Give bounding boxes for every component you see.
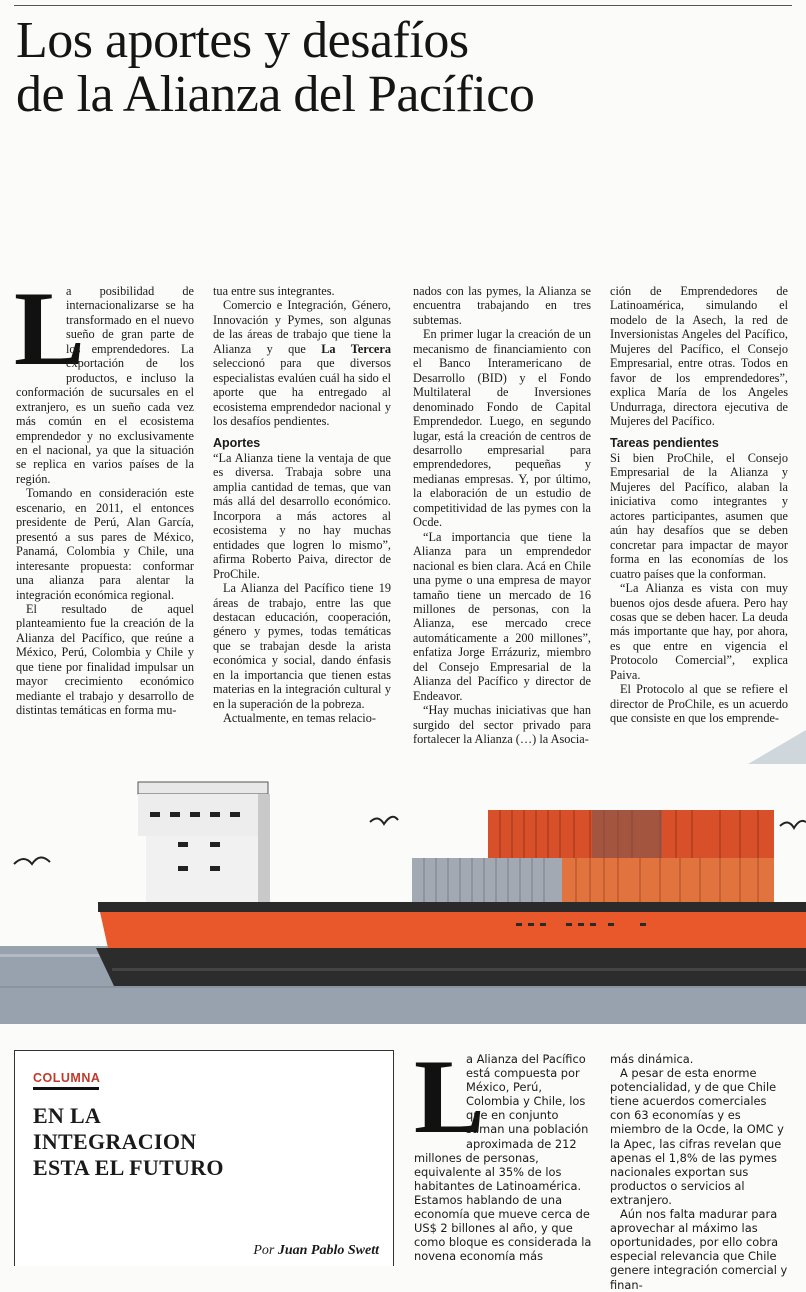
column-label: COLUMNA — [33, 1071, 101, 1085]
column-label-rule — [33, 1087, 99, 1090]
paragraph: Aún nos falta madurar para aprovechar al máximo las oportunidades, por ello cobra especial relevancia que Chile genere integración comercial y finan- — [610, 1207, 788, 1292]
article-column-1 — [14, 270, 194, 718]
drop-cap: L — [414, 1038, 485, 1155]
paragraph — [213, 298, 391, 428]
paragraph: Si bien ProChile, el Consejo Empresarial de la Alianza y Mujeres del Pacífico, alaban la iniciativa como integrantes y actores participantes, asumen que aún hay desafíos que se deben concretar para impactar de mayor forma en las economías de los cuatro países que la conforman. — [610, 451, 788, 581]
paragraph: “La importancia que tiene la Alianza para un emprendedor nacional es bien clara. Acá en Chile una pyme o una empresa de mayor tamaño tiene un mercado de 16 millones de personas, con la Alianza, ese mercado crece automáticamente a 200 millones”, enfatiza Jorge Errázuriz, miembro del Consejo Empresarial de la Alianza del Pacífico y director de Endeavor. — [413, 529, 591, 703]
paragraph-text: seleccionó para que diversos especialistas evalúen cuál ha sido el aporte que ha entregado al ecosistema emprendedor nacional y los desafíos pendientes. — [213, 356, 391, 429]
paragraph: En primer lugar la creación de un mecanismo de financiamiento con el Banco Interamericano de Desarrollo (BID) y el Fondo Multilateral de Inversiones denominado Fondo de Capital Emprendedor. Luego, en segundo lugar, está la creación de centros de desarrollo empresarial para emprendedores, pequeñas y medianas empresas. Y, por último, la elaboración de un estudio de competitividad de las pymes con la Ocde. — [413, 327, 591, 530]
paragraph: “La Alianza es vista con muy buenos ojos desde afuera. Pero hay cosas que se deben hacer. La deuda más importante que hay, por ahora, es que entre en vigencia el Protocolo Comercial”, explica Paiva. — [610, 581, 788, 682]
article-column-3 — [413, 284, 591, 747]
column-title-line: EN LA — [33, 1103, 102, 1128]
byline-author: Juan Pablo Swett — [277, 1243, 379, 1258]
paragraph: ción de Emprendedores de Latinoamérica, simulando el modelo de la Asech, la red de Inversionistas Angeles del Pacífico, Mujeres del Pacífico, el Consejo Empresarial, entre otras. Todos en favor de los emprendedores”, explica María de los Angeles Undurraga, directora ejecutiva de Mujeres del Pacífico. — [610, 284, 788, 429]
paragraph: Actualmente, en temas relacio- — [223, 711, 376, 726]
paragraph: a Alianza del Pacífico está compuesta por México, Perú, Colombia y Chile, los que en conjunto suman una población aproximada de 212 millones de personas, equivalente al 35% de los habitantes de Latinoamérica. Estamos hablando de una economía que mueve cerca de US$ 2 billones al año, y que como bloque es considerada la novena economía más — [414, 1052, 592, 1264]
newspaper-name: La Tercera — [321, 341, 391, 356]
headline-line-2: de la Alianza del Pacífico — [16, 66, 535, 123]
subhead-tareas-pendientes: Tareas pendientes — [610, 435, 719, 450]
byline-prefix: Por — [253, 1243, 275, 1258]
drop-cap: L — [14, 270, 85, 387]
paragraph: Tomando en consideración este escenario, en 2011, el entonces presidente de Perú, Alan García, presentó a sus pares de México, Panamá, Colombia y Chile, una interesante propuesta: conformar una alianza para alentar la integración económica regional. — [16, 486, 194, 602]
paragraph: El resultado de aquel planteamiento fue la creación de la Alianza del Pacífico, que reúne a México, Perú, Colombia y Chile y que tiene por finalidad impulsar un mayor crecimiento económico mediante el trabajo y desarrollo de distintas temáticas en forma mu- — [16, 601, 194, 718]
container-orange — [562, 858, 774, 906]
headline-line-1: Los aportes y desafíos — [16, 12, 469, 69]
column-box — [14, 1050, 394, 1266]
hull-lower — [96, 948, 806, 986]
paragraph: a posibilidad de internacionalizarse se ha transformado en el nuevo sueño de gran parte de los emprendedores. La exportación de los productos, e incluso la conformación de sucursales en el extranjero, es un sueño cada vez más común en el ecosistema emprendedor y no exclusivamente en el nacional, ya que la situación se replica en varios países de la región. — [16, 284, 194, 486]
column-title-line: ESTA EL FUTURO — [33, 1155, 224, 1180]
distant-ship — [748, 730, 806, 764]
paragraph: El Protocolo al que se refiere el director de ProChile, es un acuerdo que consiste en que los emprende- — [610, 682, 788, 726]
paragraph: nados con las pymes, la Alianza se encuentra trabajando en tres subtemas. — [413, 284, 591, 327]
byline — [253, 1243, 379, 1259]
column-text-1 — [414, 1038, 592, 1266]
bridge-shade — [258, 794, 270, 904]
cargo-ship-illustration — [0, 724, 806, 1024]
paragraph: “Hay muchas iniciativas que han surgido del sector privado para fortalecer la Alianza (…) la Asocia- — [413, 703, 591, 747]
column-text-2 — [610, 1052, 788, 1292]
column-title-line: INTEGRACION — [33, 1129, 197, 1154]
bird-icon — [370, 817, 398, 824]
paragraph-text: Comercio e Integración, Género, Innovación y Pymes, son algunas de las áreas de trabajo que tiene la Alianza y que — [213, 298, 391, 356]
top-rule — [14, 5, 792, 6]
article-column-4 — [610, 284, 788, 726]
article-column-2 — [213, 284, 391, 726]
headline — [16, 14, 796, 122]
column-title — [33, 1103, 224, 1181]
paragraph: “La Alianza tiene la ventaja de que es diversa. Trabaja sobre una amplia cantidad de temas, que van más allá del desarrollo económico. Incorpora a más actores al ecosistema y no hay muchas entidades que logren lo mismo”, afirma Roberto Paiva, director de ProChile. — [213, 451, 391, 581]
paragraph: más dinámica. — [610, 1052, 694, 1066]
bridge-top — [138, 782, 268, 794]
subhead-aportes: Aportes — [213, 435, 261, 450]
paragraph: tua entre sus integrantes. — [213, 284, 335, 298]
bird-icon — [14, 857, 50, 864]
container-grey — [412, 858, 562, 906]
deck — [98, 902, 806, 912]
paragraph: A pesar de esta enorme potencialidad, y de que Chile tiene acuerdos comerciales con 63 economías y es miembro de la Ocde, la OMC y la Apec, las cifras revelan que apenas el 1,8% de las pymes nacionales exportan sus productos o servicios al extranjero. — [610, 1066, 784, 1207]
sea-shadow — [0, 986, 806, 988]
bridge-lower — [146, 836, 270, 904]
container-dark — [592, 810, 662, 860]
hull-stripe — [112, 968, 806, 971]
hull-upper — [100, 912, 806, 948]
bird-icon — [780, 821, 806, 828]
paragraph: La Alianza del Pacífico tiene 19 áreas de trabajo, entre las que destacan educación, cooperación, género y pymes, todas temáticas que se trabajan desde la arista económica y social, dando énfasis en la importancia que tienen estas materias en la integración cultural y en la superación de la pobreza. — [213, 581, 391, 711]
